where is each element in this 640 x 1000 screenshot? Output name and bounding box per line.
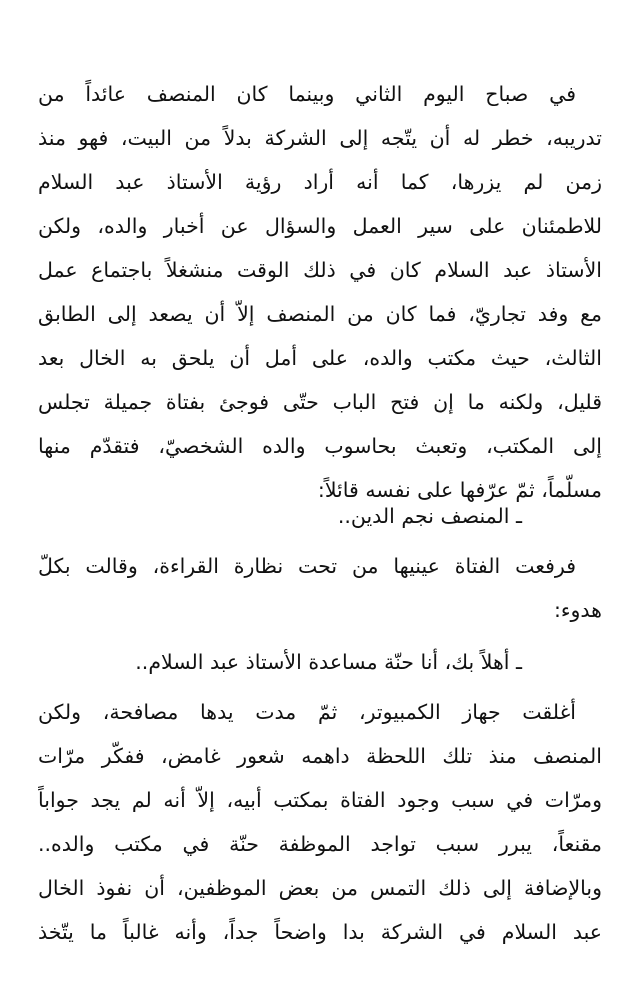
dialogue-line: ـ المنصف نجم الدين..	[337, 504, 522, 528]
text-line: فرفعت الفتاة عينيها من تحت نظارة القراءة، وقالت بكلّ	[38, 554, 576, 578]
text-line: مسلّماً، ثمّ عرّفها على نفسه قائلاً:	[317, 478, 602, 502]
paragraph-2-dialogue	[38, 494, 602, 538]
text-line: زمن لم يزرها، كما أنه أراد رؤية الأستاذ عبد السلام	[38, 170, 602, 194]
text-line: مع وفد تجاريّ، فما كان من المنصف إلاّ أن يصعد إلى الطابق	[38, 302, 602, 326]
paragraph-5	[38, 690, 602, 954]
text-line: للاطمئنان على سير العمل والسؤال عن أخبار والده، ولكن	[38, 214, 602, 238]
paragraph-4-dialogue	[38, 640, 602, 684]
paragraph-3	[38, 544, 602, 632]
text-line: الثالث، حيث مكتب والده، على أمل أن يلحق به الخال بعد	[38, 346, 602, 370]
text-line: قليل، ولكنه ما إن فتح الباب حتّى فوجئ بفتاة جميلة تجلس	[38, 390, 602, 414]
text-line: المنصف منذ تلك اللحظة داهمه شعور غامض، ففكّر مرّات	[38, 744, 602, 768]
text-line: ومرّات في سبب وجود الفتاة بمكتب أبيه، إلاّ أنه لم يجد جواباً	[38, 788, 602, 812]
text-line: تدريبه، خطر له أن يتّجه إلى الشركة بدلاً من البيت، فهو منذ	[38, 126, 602, 150]
text-line: وبالإضافة إلى ذلك التمس من بعض الموظفين، أن نفوذ الخال	[38, 876, 602, 900]
text-line: عبد السلام في الشركة بدا واضحاً جداً، وأنه غالباً ما يتّخذ	[38, 920, 602, 944]
text-line: مقنعاً، يبرر سبب تواجد الموظفة حنّة في مكتب والده..	[38, 832, 602, 856]
dialogue-line: ـ أهلاً بك، أنا حنّة مساعدة الأستاذ عبد السلام..	[135, 650, 522, 674]
paragraph-1	[38, 72, 602, 512]
text-line: أغلقت جهاز الكمبيوتر، ثمّ مدت يدها مصافحة، ولكن	[38, 700, 576, 724]
text-line: في صباح اليوم الثاني وبينما كان المنصف عائداً من	[38, 82, 576, 106]
text-line: إلى المكتب، وتعبث بحاسوب والده الشخصيّ، فتقدّم منها	[38, 434, 602, 458]
text-line: الأستاذ عبد السلام كان في ذلك الوقت منشغلاً باجتماع عمل	[38, 258, 602, 282]
text-line: هدوء:	[553, 598, 602, 622]
